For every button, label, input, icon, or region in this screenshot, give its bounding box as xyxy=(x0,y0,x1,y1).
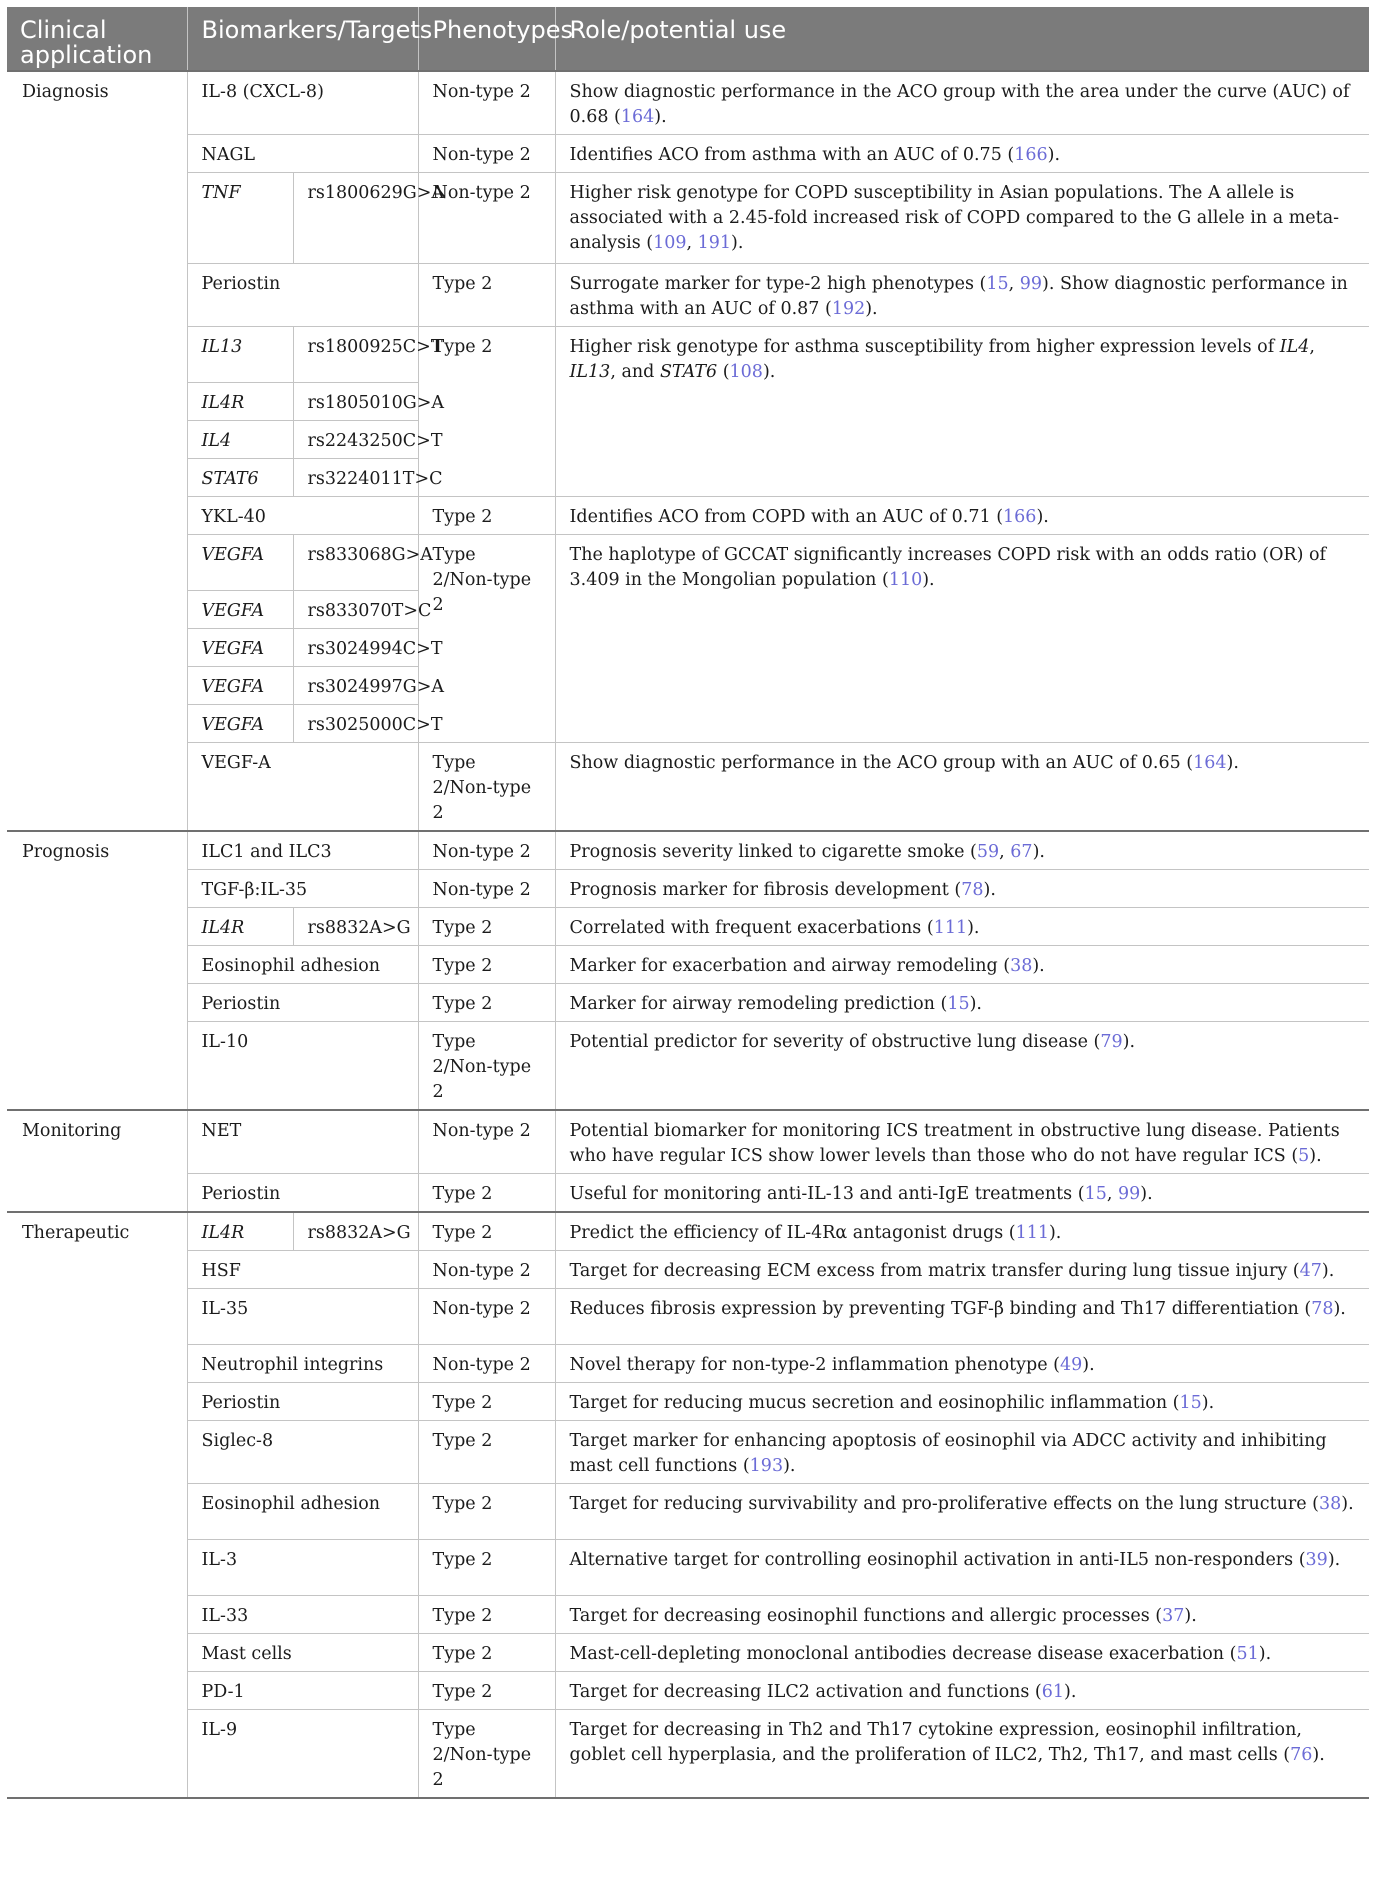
reference-link[interactable]: 38 xyxy=(1318,1494,1342,1514)
role-text: , xyxy=(1008,274,1020,294)
role-text: Potential biomarker for monitoring ICS treatment in obstructive lung disease. Patients who have regular ICS show lower levels than those who do not have regular ICS ( xyxy=(569,1121,1340,1166)
snp-cell: rs3024997G>A xyxy=(293,667,418,705)
role-text: ). xyxy=(762,362,776,382)
reference-link[interactable]: 39 xyxy=(1305,1550,1328,1570)
role-text: Marker for airway remodeling prediction ( xyxy=(569,994,948,1014)
biomarker-cell: NET xyxy=(187,1110,418,1174)
role-text: ). xyxy=(1226,753,1239,773)
role-text: ). xyxy=(1341,1494,1354,1514)
role-cell xyxy=(555,946,1369,984)
clinical-application-cell: Therapeutic xyxy=(7,1212,187,1798)
role-text: Predict the efficiency of IL-4Rα antagonist drugs ( xyxy=(569,1223,1016,1243)
table-row xyxy=(7,870,1369,908)
biomarker-cell: Periostin xyxy=(187,984,418,1022)
snp-cell: rs3024994C>T xyxy=(293,629,418,667)
role-cell xyxy=(555,1289,1369,1345)
biomarker-cell: IL-9 xyxy=(187,1710,418,1799)
role-text: ). xyxy=(1258,1644,1272,1664)
role-text: ( xyxy=(717,362,730,382)
role-text: ). xyxy=(1036,507,1049,527)
role-text: ). xyxy=(1048,1223,1062,1243)
phenotype-cell: Non-type 2 xyxy=(418,135,555,173)
phenotype-cell: Type 2 xyxy=(418,1634,555,1672)
reference-link[interactable]: 166 xyxy=(1014,145,1048,165)
table-row xyxy=(7,173,1369,264)
role-cell xyxy=(555,1383,1369,1421)
role-cell xyxy=(555,327,1369,497)
role-cell xyxy=(555,71,1369,135)
phenotype-cell: Type 2 xyxy=(418,327,555,497)
biomarker-cell: Periostin xyxy=(187,264,418,327)
table-row xyxy=(7,1345,1369,1383)
role-text: Prognosis severity linked to cigarette smoke ( xyxy=(569,842,977,862)
phenotype-cell: Type 2 xyxy=(418,1174,555,1213)
section-therapeutic xyxy=(7,1212,1369,1798)
role-text: ). xyxy=(983,880,996,900)
table-row xyxy=(7,946,1369,984)
role-text: , and xyxy=(610,362,660,382)
role-text: , xyxy=(686,233,698,253)
header-role-potential-use: Role/potential use xyxy=(555,7,1369,71)
role-text: Target for decreasing eosinophil functions and allergic processes ( xyxy=(569,1606,1163,1626)
table-row xyxy=(7,71,1369,135)
role-text: Identifies ACO from asthma with an AUC of 0.75 ( xyxy=(569,145,1015,165)
snp-cell: rs833070T>C xyxy=(293,591,418,629)
table-row xyxy=(7,1289,1369,1345)
gene-cell: IL13 xyxy=(187,327,293,383)
biomarker-cell: HSF xyxy=(187,1251,418,1289)
section-diagnosis xyxy=(7,71,1369,831)
gene-cell: TNF xyxy=(187,173,293,264)
table-row xyxy=(7,831,1369,870)
role-cell xyxy=(555,264,1369,327)
reference-link[interactable]: 49 xyxy=(1060,1355,1083,1375)
biomarker-cell: VEGF-A xyxy=(187,743,418,832)
phenotype-cell: Type 2/Non-type 2 xyxy=(418,535,555,743)
role-text: Surrogate marker for type-2 high phenotypes ( xyxy=(569,274,987,294)
role-text: The haplotype of GCCAT significantly increases COPD risk with an odds ratio (OR) of 3.409 in the Mongolian population ( xyxy=(569,545,1327,590)
phenotype-cell: Type 2 xyxy=(418,1484,555,1540)
phenotype-cell: Type 2 xyxy=(418,1540,555,1596)
role-cell xyxy=(555,1672,1369,1710)
role-cell xyxy=(555,908,1369,946)
reference-link[interactable]: 67 xyxy=(1010,842,1033,862)
gene-name: IL4 xyxy=(1279,337,1310,357)
biomarker-cell: IL-35 xyxy=(187,1289,418,1345)
role-text: ). xyxy=(1309,1146,1322,1166)
role-text: ). xyxy=(654,107,667,127)
biomarker-cell: Eosinophil adhesion xyxy=(187,946,418,984)
table-row xyxy=(7,1484,1369,1540)
role-text: Marker for exacerbation and airway remodeling ( xyxy=(569,956,1011,976)
role-text: Show diagnostic performance in the ACO group with the area under the curve (AUC) of 0.68 ( xyxy=(569,82,1350,127)
role-cell xyxy=(555,1345,1369,1383)
reference-link[interactable]: 111 xyxy=(1015,1223,1049,1243)
biomarker-cell: ILC1 and ILC3 xyxy=(187,831,418,870)
role-cell xyxy=(555,135,1369,173)
biomarker-cell: Periostin xyxy=(187,1174,418,1213)
reference-link[interactable]: 164 xyxy=(620,107,655,127)
biomarker-cell: NAGL xyxy=(187,135,418,173)
role-text: Target for decreasing ILC2 activation and functions ( xyxy=(569,1682,1042,1702)
reference-link[interactable]: 37 xyxy=(1162,1606,1185,1626)
role-text: Novel therapy for non-type-2 inflammation phenotype ( xyxy=(569,1355,1060,1375)
role-text: ). xyxy=(731,233,744,253)
role-text: Alternative target for controlling eosinophil activation in anti-IL5 non-responders ( xyxy=(569,1550,1306,1570)
role-cell xyxy=(555,1540,1369,1596)
biomarker-cell: Periostin xyxy=(187,1383,418,1421)
role-text: Useful for monitoring anti-IL-13 and anti-IgE treatments ( xyxy=(569,1184,1085,1204)
biomarker-table xyxy=(7,7,1369,1799)
table-row xyxy=(7,1710,1369,1799)
biomarker-cell: TGF-β:IL-35 xyxy=(187,870,418,908)
phenotype-cell: Type 2 xyxy=(418,264,555,327)
role-cell xyxy=(555,870,1369,908)
table-row xyxy=(7,264,1369,327)
reference-link[interactable]: 5 xyxy=(1298,1146,1310,1166)
role-text: ). xyxy=(1333,1299,1346,1319)
table-row xyxy=(7,1212,1369,1251)
reference-link[interactable]: 164 xyxy=(1193,753,1227,773)
gene-cell: IL4R xyxy=(187,908,293,946)
phenotype-cell: Non-type 2 xyxy=(418,1110,555,1174)
reference-link[interactable]: 109 xyxy=(653,233,687,253)
reference-link[interactable]: 108 xyxy=(729,362,763,382)
role-cell xyxy=(555,1212,1369,1251)
role-cell xyxy=(555,1251,1369,1289)
role-text: ). xyxy=(1327,1550,1341,1570)
role-text: Prognosis marker for fibrosis development ( xyxy=(569,880,962,900)
role-cell xyxy=(555,1110,1369,1174)
reference-link[interactable]: 61 xyxy=(1041,1682,1065,1702)
role-text: Target for decreasing ECM excess from matrix transfer during lung tissue injury ( xyxy=(569,1261,1300,1281)
section-prognosis xyxy=(7,831,1369,1110)
role-text: ). xyxy=(865,299,878,319)
role-text: ). xyxy=(1032,842,1045,862)
snp-cell: rs1800925C>T xyxy=(293,327,418,383)
snp-cell: rs1800629G>A xyxy=(293,173,418,264)
role-cell xyxy=(555,173,1369,264)
role-text: ). xyxy=(1321,1261,1335,1281)
role-text: ). xyxy=(922,570,935,590)
role-text: ). xyxy=(1201,1393,1215,1413)
role-cell xyxy=(555,535,1369,743)
role-cell xyxy=(555,1421,1369,1484)
snp-cell: rs8832A>G xyxy=(293,908,418,946)
gene-cell: VEGFA xyxy=(187,629,293,667)
table-row xyxy=(7,1540,1369,1596)
gene-cell: VEGFA xyxy=(187,535,293,591)
reference-link[interactable]: 51 xyxy=(1236,1644,1259,1664)
role-cell xyxy=(555,743,1369,832)
role-text: ). xyxy=(1047,145,1061,165)
role-text: Potential predictor for severity of obstructive lung disease ( xyxy=(569,1032,1101,1052)
role-cell xyxy=(555,1022,1369,1111)
role-text: Higher risk genotype for COPD susceptibility in Asian populations. The A allele is associated with a 2.45-fold increased risk of COPD compared to the G allele in a meta-analysis ( xyxy=(569,183,1340,253)
table-row xyxy=(7,135,1369,173)
table-row xyxy=(7,743,1369,832)
snp-cell: rs1805010G>A xyxy=(293,383,418,421)
reference-link[interactable]: 166 xyxy=(1003,507,1037,527)
role-text: Identifies ACO from COPD with an AUC of 0.71 ( xyxy=(569,507,1004,527)
phenotype-cell: Type 2/Non-type 2 xyxy=(418,1710,555,1799)
role-text: ). xyxy=(969,994,982,1014)
snp-cell: rs3224011T>C xyxy=(293,459,418,497)
reference-link[interactable]: 110 xyxy=(888,570,923,590)
table-row xyxy=(7,1110,1369,1174)
gene-cell: VEGFA xyxy=(187,591,293,629)
biomarker-cell: YKL-40 xyxy=(187,497,418,535)
role-cell xyxy=(555,1710,1369,1799)
phenotype-cell: Type 2 xyxy=(418,984,555,1022)
reference-link[interactable]: 192 xyxy=(831,299,866,319)
role-text: ). xyxy=(1140,1184,1153,1204)
biomarker-cell: IL-8 (CXCL-8) xyxy=(187,71,418,135)
table-row xyxy=(7,1596,1369,1634)
biomarker-cell: Siglec-8 xyxy=(187,1421,418,1484)
reference-link[interactable]: 15 xyxy=(947,994,970,1014)
table-row xyxy=(7,1174,1369,1213)
biomarker-cell: IL-3 xyxy=(187,1540,418,1596)
clinical-application-cell: Diagnosis xyxy=(7,71,187,831)
phenotype-cell: Non-type 2 xyxy=(418,173,555,264)
phenotype-cell: Type 2 xyxy=(418,1212,555,1251)
table-row xyxy=(7,1672,1369,1710)
role-cell xyxy=(555,831,1369,870)
gene-cell: STAT6 xyxy=(187,459,293,497)
phenotype-cell: Type 2 xyxy=(418,946,555,984)
role-text: ). xyxy=(1312,1745,1325,1765)
reference-link[interactable]: 78 xyxy=(961,880,984,900)
table-row xyxy=(7,1421,1369,1484)
gene-cell: IL4R xyxy=(187,1212,293,1251)
phenotype-cell: Type 2 xyxy=(418,1596,555,1634)
table-header xyxy=(7,7,1369,71)
role-text: Target for reducing survivability and pro-proliferative effects on the lung structure ( xyxy=(569,1494,1319,1514)
phenotype-cell: Non-type 2 xyxy=(418,1345,555,1383)
role-text: ). xyxy=(1184,1606,1197,1626)
role-text: ). xyxy=(967,918,980,938)
biomarker-cell: Mast cells xyxy=(187,1634,418,1672)
reference-link[interactable]: 78 xyxy=(1311,1299,1334,1319)
role-text: Correlated with frequent exacerbations ( xyxy=(569,918,934,938)
header-phenotypes: Phenotypes xyxy=(418,7,555,71)
clinical-application-cell: Monitoring xyxy=(7,1110,187,1212)
role-text: ). xyxy=(1082,1355,1095,1375)
table-row xyxy=(7,1251,1369,1289)
phenotype-cell: Type 2 xyxy=(418,497,555,535)
biomarker-cell: PD-1 xyxy=(187,1672,418,1710)
role-text: Reduces fibrosis expression by preventing TGF-β binding and Th17 differentiation ( xyxy=(569,1299,1312,1319)
role-cell xyxy=(555,1484,1369,1540)
reference-link[interactable]: 15 xyxy=(986,274,1009,294)
reference-link[interactable]: 76 xyxy=(1290,1745,1313,1765)
gene-name: STAT6 xyxy=(659,362,718,382)
role-text: ). xyxy=(1032,956,1045,976)
reference-link[interactable]: 15 xyxy=(1084,1184,1107,1204)
table-row xyxy=(7,1022,1369,1111)
gene-cell: IL4R xyxy=(187,383,293,421)
role-text: Mast-cell-depleting monoclonal antibodies decrease disease exacerbation ( xyxy=(569,1644,1237,1664)
biomarker-cell: IL-10 xyxy=(187,1022,418,1111)
snp-cell: rs8832A>G xyxy=(293,1212,418,1251)
role-text: , xyxy=(1106,1184,1118,1204)
role-text: , xyxy=(999,842,1011,862)
phenotype-cell: Type 2 xyxy=(418,908,555,946)
clinical-application-cell: Prognosis xyxy=(7,831,187,1110)
reference-link[interactable]: 79 xyxy=(1100,1032,1123,1052)
table-row xyxy=(7,497,1369,535)
snp-cell: rs3025000C>T xyxy=(293,705,418,743)
gene-cell: IL4 xyxy=(187,421,293,459)
phenotype-cell: Non-type 2 xyxy=(418,1251,555,1289)
role-text: Show diagnostic performance in the ACO group with an AUC of 0.65 ( xyxy=(569,753,1194,773)
phenotype-cell: Type 2 xyxy=(418,1672,555,1710)
biomarker-cell: Eosinophil adhesion xyxy=(187,1484,418,1540)
phenotype-cell: Type 2/Non-type 2 xyxy=(418,743,555,832)
phenotype-cell: Type 2/Non-type 2 xyxy=(418,1022,555,1111)
phenotype-cell: Non-type 2 xyxy=(418,870,555,908)
header-biomarkers-targets: Biomarkers/Targets xyxy=(187,7,418,71)
role-text: Higher risk genotype for asthma susceptibility from higher expression levels of xyxy=(569,337,1280,357)
gene-cell: VEGFA xyxy=(187,667,293,705)
role-text: ). xyxy=(783,1456,796,1476)
phenotype-cell: Non-type 2 xyxy=(418,1289,555,1345)
role-cell xyxy=(555,1596,1369,1634)
role-text: Target for decreasing in Th2 and Th17 cytokine expression, eosinophil infiltration, goblet cell hyperplasia, and the proliferation of ILC2, Th2, Th17, and mast cells ( xyxy=(569,1720,1302,1765)
phenotype-cell: Type 2 xyxy=(418,1421,555,1484)
reference-link[interactable]: 47 xyxy=(1299,1261,1322,1281)
section-monitoring xyxy=(7,1110,1369,1212)
gene-cell: VEGFA xyxy=(187,705,293,743)
role-text: ). xyxy=(1122,1032,1136,1052)
reference-link[interactable]: 99 xyxy=(1019,274,1043,294)
phenotype-cell: Type 2 xyxy=(418,1383,555,1421)
table-row xyxy=(7,908,1369,946)
reference-link[interactable]: 111 xyxy=(933,918,968,938)
table-row xyxy=(7,984,1369,1022)
role-text: Target for reducing mucus secretion and eosinophilic inflammation ( xyxy=(569,1393,1180,1413)
role-text: ). Show diagnostic performance in asthma with an AUC of 0.87 ( xyxy=(569,274,1348,319)
table-row xyxy=(7,535,1369,591)
gene-name: IL13 xyxy=(569,362,611,382)
role-cell xyxy=(555,1174,1369,1213)
reference-link[interactable]: 38 xyxy=(1010,956,1033,976)
role-cell xyxy=(555,984,1369,1022)
phenotype-cell: Non-type 2 xyxy=(418,71,555,135)
reference-link[interactable]: 59 xyxy=(976,842,1000,862)
header-clinical-application: Clinical application xyxy=(7,7,187,71)
reference-link[interactable]: 99 xyxy=(1117,1184,1141,1204)
table-row xyxy=(7,1383,1369,1421)
reference-link[interactable]: 193 xyxy=(749,1456,784,1476)
reference-link[interactable]: 191 xyxy=(697,233,732,253)
biomarker-cell: Neutrophil integrins xyxy=(187,1345,418,1383)
snp-cell: rs833068G>A xyxy=(293,535,418,591)
table-row xyxy=(7,1634,1369,1672)
reference-link[interactable]: 15 xyxy=(1179,1393,1202,1413)
role-cell xyxy=(555,1634,1369,1672)
role-text: , xyxy=(1309,337,1315,357)
role-cell xyxy=(555,497,1369,535)
role-text: Target marker for enhancing apoptosis of eosinophil via ADCC activity and inhibiting mast cell functions ( xyxy=(569,1431,1327,1476)
snp-cell: rs2243250C>T xyxy=(293,421,418,459)
biomarker-cell: IL-33 xyxy=(187,1596,418,1634)
table-row xyxy=(7,327,1369,383)
phenotype-cell: Non-type 2 xyxy=(418,831,555,870)
role-text: ). xyxy=(1064,1682,1077,1702)
